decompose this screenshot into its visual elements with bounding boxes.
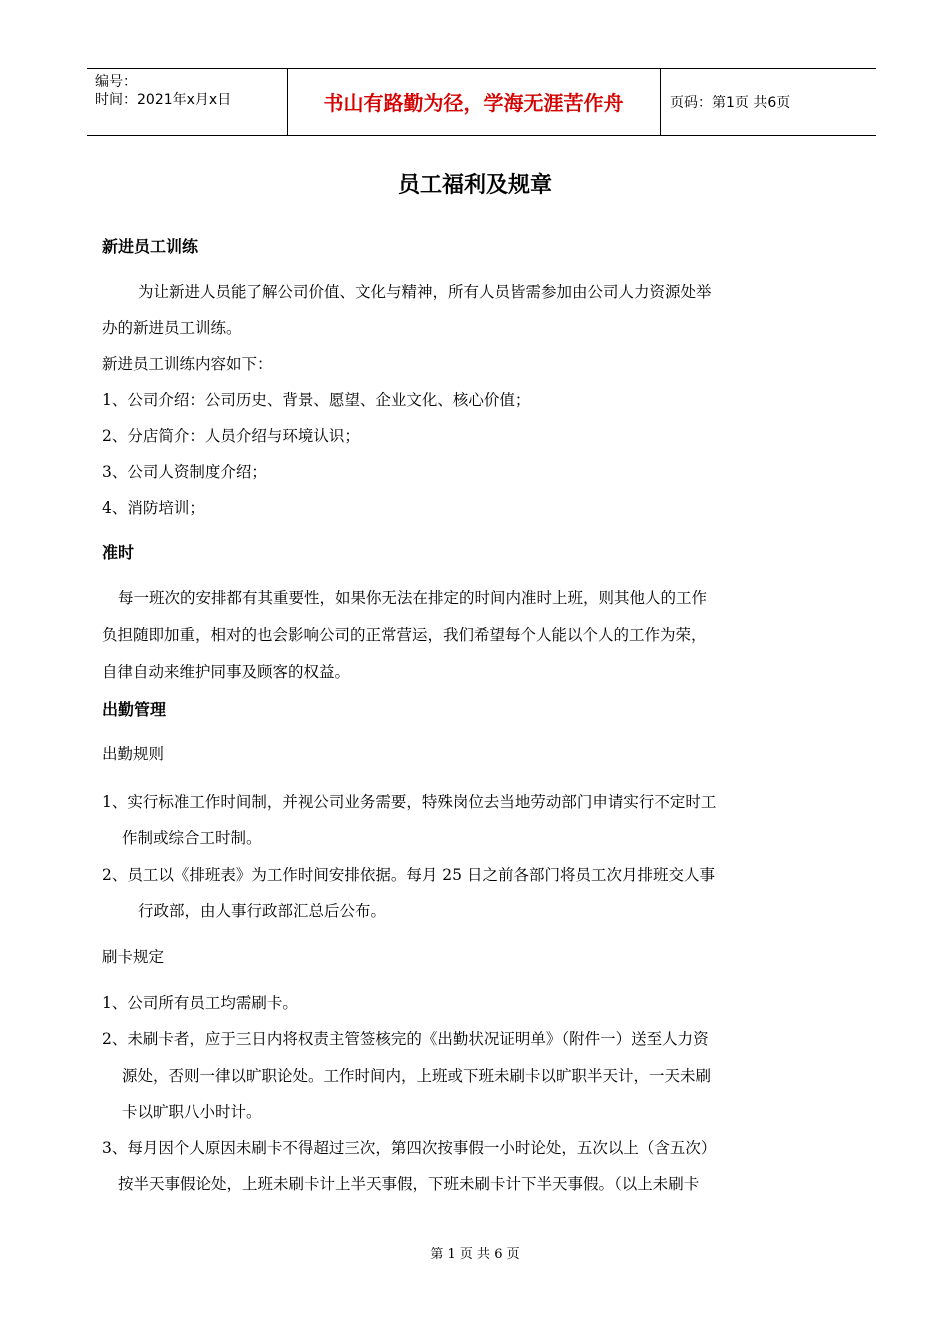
list-heading: 新进员工训练内容如下：	[102, 355, 273, 373]
rule-line: 1、实行标准工作时间制，并视公司业务需要，特殊岗位去当地劳动部门申请实行不定时工	[102, 793, 717, 811]
section-heading-training: 新进员工训练	[102, 237, 199, 256]
document-title: 员工福利及规章	[397, 172, 552, 198]
page-footer: 第 1 页 共 6 页	[430, 1247, 520, 1262]
rule-line: 2、未刷卡者，应于三日内将权责主管签核完的《出勤状况证明单》（附件一）送至人力资	[102, 1030, 709, 1048]
rule-line: 作制或综合工时制。	[122, 829, 262, 847]
section-heading-attendance: 出勤管理	[102, 700, 167, 719]
rule-line: 卡以旷职八小时计。	[122, 1103, 262, 1121]
rule-line: 1、公司所有员工均需刷卡。	[102, 994, 298, 1012]
rule-line: 2、员工以《排班表》为工作时间安排依据。每月 25 日之前各部门将员工次月排班交人事	[102, 866, 715, 884]
document-time-label: 时间：2021年x月x日	[95, 92, 232, 108]
list-item: 1、公司介绍：公司历史、背景、愿望、企业文化、核心价值；	[102, 391, 531, 409]
header-divider-right	[660, 69, 661, 135]
paragraph-line: 为让新进人员能了解公司价值、文化与精神，所有人员皆需参加由公司人力资源处举	[138, 283, 712, 301]
subheading-card-rules: 刷卡规定	[102, 948, 165, 966]
subheading-attendance-rules: 出勤规则	[102, 745, 165, 763]
header-motto: 书山有路勤为径，学海无涯苦作舟	[323, 91, 624, 115]
list-item: 3、公司人资制度介绍；	[102, 463, 267, 481]
list-item: 4、消防培训；	[102, 499, 205, 517]
rule-line: 行政部，由人事行政部汇总后公布。	[138, 902, 387, 920]
header-page-code: 页码：第1页 共6页	[670, 95, 791, 111]
section-heading-punctuality: 准时	[102, 543, 135, 562]
paragraph-line: 负担随即加重，相对的也会影响公司的正常营运，我们希望每个人能以个人的工作为荣，	[102, 626, 707, 644]
document-number-label: 编号：	[95, 74, 137, 90]
paragraph-line: 办的新进员工训练。	[102, 319, 242, 337]
rule-line: 3、每月因个人原因未刷卡不得超过三次，第四次按事假一小时论处，五次以上（含五次）	[102, 1139, 717, 1157]
rule-line: 按半天事假论处，上班未刷卡计上半天事假，下班未刷卡计下半天事假。（以上未刷卡	[118, 1175, 700, 1193]
list-item: 2、分店简介：人员介绍与环境认识；	[102, 427, 360, 445]
rule-line: 源处，否则一律以旷职论处。工作时间内，上班或下班未刷卡以旷职半天计，一天未刷	[122, 1067, 712, 1085]
header-meta	[95, 73, 231, 109]
paragraph-line: 每一班次的安排都有其重要性，如果你无法在排定的时间内准时上班，则其他人的工作	[118, 589, 708, 607]
paragraph-line: 自律自动来维护同事及顾客的权益。	[102, 663, 351, 681]
document-header	[87, 68, 876, 136]
